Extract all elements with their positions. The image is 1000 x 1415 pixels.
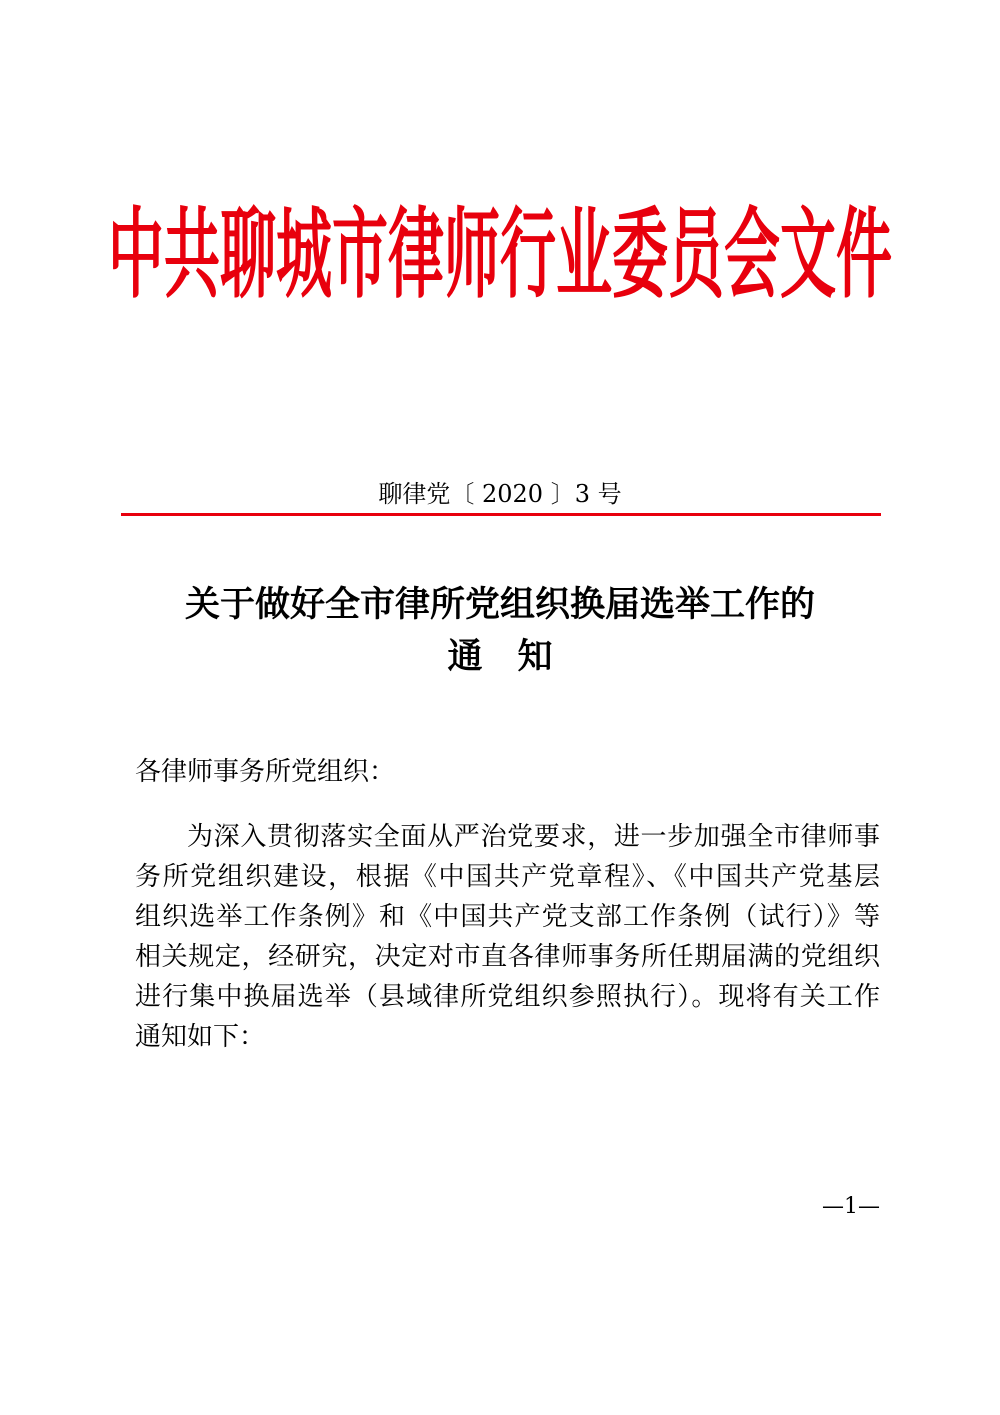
body-paragraph-line: 通知如下： xyxy=(135,1022,266,1052)
document-header-title: 中共聊城市律师行业委员会文件 xyxy=(108,198,892,313)
notice-subtitle: 通 知 xyxy=(447,636,553,677)
salutation: 各律师事务所党组织： xyxy=(135,757,396,787)
body-paragraph-line: 相关规定，经研究，决定对市直各律师事务所任期届满的党组织 xyxy=(135,942,880,972)
body-paragraph-line: 务所党组织建设，根据《中国共产党章程》、《中国共产党基层 xyxy=(135,862,880,892)
page-number: —1— xyxy=(822,1194,880,1219)
body-paragraph-line: 进行集中换届选举（县域律所党组织参照执行）。现将有关工作 xyxy=(135,982,880,1012)
red-divider-line xyxy=(121,513,881,516)
body-paragraph-line: 组织选举工作条例》和《中国共产党支部工作条例（试行）》等 xyxy=(135,902,880,932)
document-number: 聊律党〔 2020 〕3 号 xyxy=(378,480,622,508)
body-paragraph-line: 为深入贯彻落实全面从严治党要求，进一步加强全市律师事 xyxy=(187,822,880,852)
notice-title: 关于做好全市律所党组织换届选举工作的 xyxy=(184,584,815,625)
